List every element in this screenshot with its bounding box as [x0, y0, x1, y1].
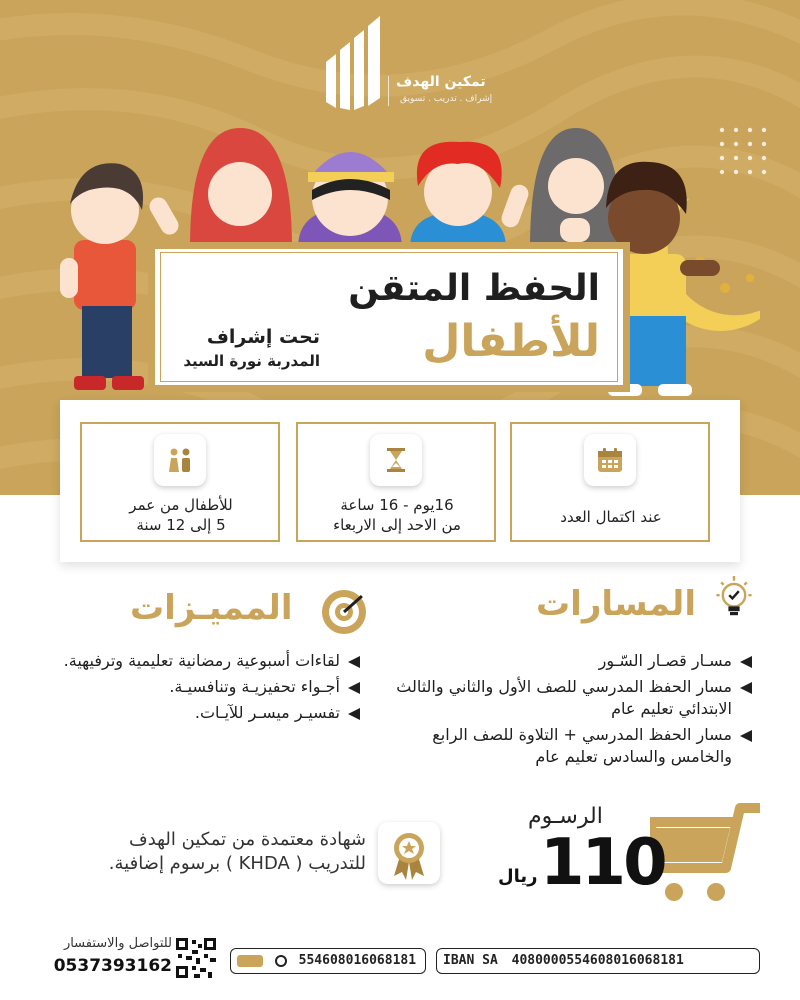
logo-mark-icon [318, 12, 388, 112]
tracks-heading: المسارات [536, 584, 696, 624]
features-list [20, 650, 360, 728]
list-item: مسـار قصـار السّـور [390, 650, 752, 672]
certificate-line1: شهادة معتمدة من تمكين الهدف [129, 829, 366, 850]
iban-label: IBAN SA [443, 953, 498, 968]
list-item: أجـواء تحفيزيـة وتنافسيـة. [20, 676, 360, 698]
info-card-age [80, 422, 280, 542]
trainer-name: المدربة نورة السيد [183, 352, 320, 370]
program-subtitle: للأطفال [422, 316, 600, 367]
fees-amount: 110 [540, 826, 665, 900]
info-card-duration [296, 422, 496, 542]
iban-box [436, 948, 760, 974]
list-item: مسار الحفظ المدرسي للصف الأول والثاني والثالث الابتدائي تعليم عام [390, 676, 752, 720]
info-card-age-line1: للأطفال من عمر [129, 496, 233, 514]
supervision-label: تحت إشراف [206, 326, 320, 348]
program-title: الحفظ المتقن [348, 268, 600, 309]
info-card-enrollment-text: عند اكتمال العدد [560, 508, 662, 526]
fees-currency: ريال [498, 866, 538, 887]
target-icon [320, 588, 368, 636]
account-number: 554608016068181 [298, 953, 417, 968]
account-box [230, 948, 426, 974]
hourglass-icon [370, 434, 422, 486]
qr-code-icon[interactable] [174, 936, 218, 980]
brand-name: تمكين الهدف [396, 74, 486, 90]
info-card-duration-line2: من الاحد إلى الاربعاء [333, 516, 461, 534]
info-card-duration-line1: 16يوم - 16 ساعة [340, 496, 454, 514]
certificate-badge-icon [378, 822, 440, 884]
logo-divider [388, 76, 389, 106]
cart-icon [650, 798, 760, 906]
calendar-icon [584, 434, 636, 486]
bank-logo-icon [237, 955, 263, 967]
tracks-list [390, 650, 752, 772]
contact-phone[interactable]: 0537393162 [53, 956, 172, 976]
features-heading: المميـزات [130, 588, 293, 628]
list-item: مسار الحفظ المدرسي + التلاوة للصف الرابع والخامس والسادس تعليم عام [390, 724, 752, 768]
fees-label: الرسـوم [528, 804, 603, 829]
children-icon [154, 434, 206, 486]
certificate-line2: للتدريب ( KHDA ) برسوم إضافية. [108, 853, 366, 874]
lightbulb-icon [710, 576, 758, 624]
brand-logo [318, 12, 493, 112]
link-icon [275, 955, 287, 967]
info-card-age-line2: 5 إلى 12 سنة [136, 516, 226, 534]
list-item: تفسيـر ميسـر للآيـات. [20, 702, 360, 724]
brand-tagline: إشراف . تدريب . تسويق [400, 94, 493, 104]
contact-label: للتواصل والاستفسار [63, 936, 172, 951]
info-card-enrollment [510, 422, 710, 542]
iban-number: 4080000554608016068181 [511, 953, 684, 968]
list-item: لقاءات أسبوعية رمضانية تعليمية وترفيهية. [20, 650, 360, 672]
